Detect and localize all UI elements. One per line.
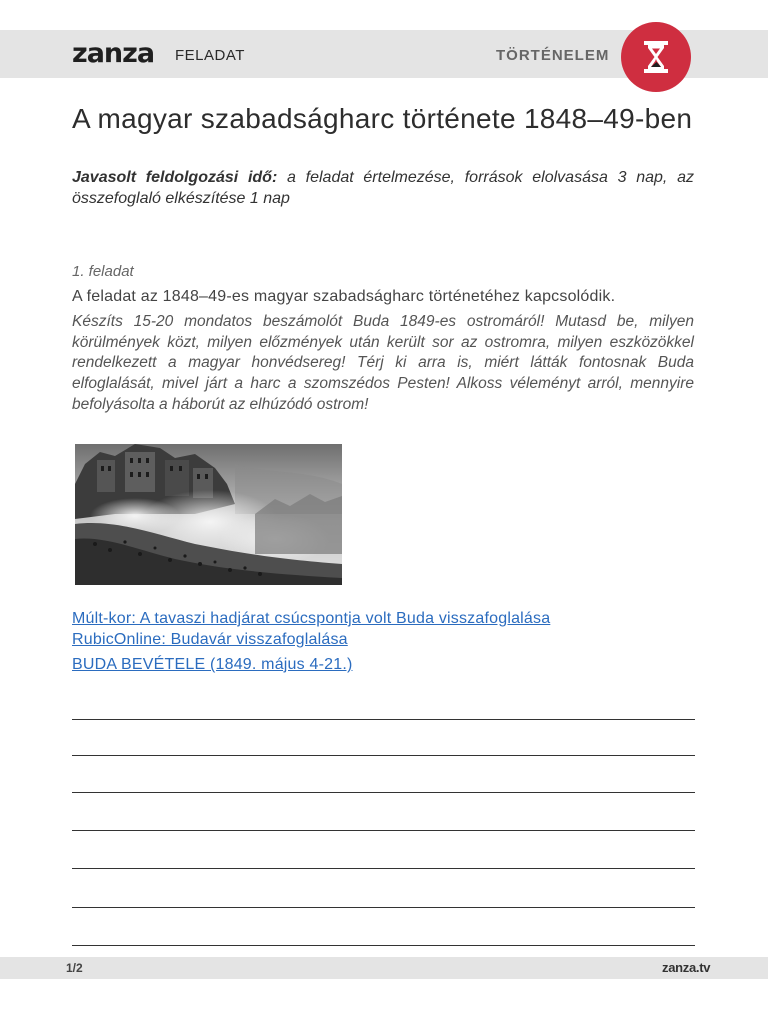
task-number: 1. feladat [72,263,134,280]
hourglass-icon [641,39,671,75]
suggested-time-label: Javasolt feldolgozási idő: [72,169,278,186]
source-links [72,608,550,675]
document-type-label: FELADAT [175,47,245,64]
answer-line[interactable] [72,868,695,869]
answer-line[interactable] [72,755,695,756]
link-mult-kor[interactable]: Múlt-kor: A tavaszi hadjárat csúcspontja volt Buda visszafoglalása [72,610,551,627]
page-number: 1/2 [66,961,83,975]
subject-label: TÖRTÉNELEM [496,47,610,64]
task-intro: A feladat az 1848–49-es magyar szabadságharc történetéhez kapcsolódik. [72,288,616,305]
answer-line[interactable] [72,792,695,793]
zanza-logo[interactable]: zanza [72,38,155,69]
answer-line[interactable] [72,830,695,831]
suggested-time-note [72,167,694,209]
task-instructions: Készíts 15-20 mondatos beszámolót Buda 1849-es ostromáról! Mutasd be, milyen körülmények közt, milyen előzmények után került sor az ostromra, milyen eszközökkel rendelkezett a magyar honvédsereg! Térj ki arra is, miért látták fontosnak Buda elfoglalását, mivel járt a harc a szomszédos Pesten! Alkoss véleményt arról, mennyire befolyásolta a háborút az elhúzódó ostrom! [72,313,694,413]
subject-badge [621,22,691,92]
suggested-time-text: a feladat értelmezése, források elolvasása 3 nap, az összefoglaló elkészítése 1 nap [72,169,694,207]
link-rubiconline[interactable]: RubicOnline: Budavár visszafoglalása [72,631,348,648]
answer-line[interactable] [72,945,695,946]
buda-siege-illustration [75,444,342,585]
page-footer [0,957,768,979]
footer-logo[interactable]: zanza.tv [662,960,711,975]
page-title: A magyar szabadságharc története 1848–49-ben [72,103,693,134]
answer-line[interactable] [72,719,695,720]
answer-line[interactable] [72,907,695,908]
link-buda-bevetele[interactable]: BUDA BEVÉTELE (1849. május 4-21.) [72,656,353,673]
